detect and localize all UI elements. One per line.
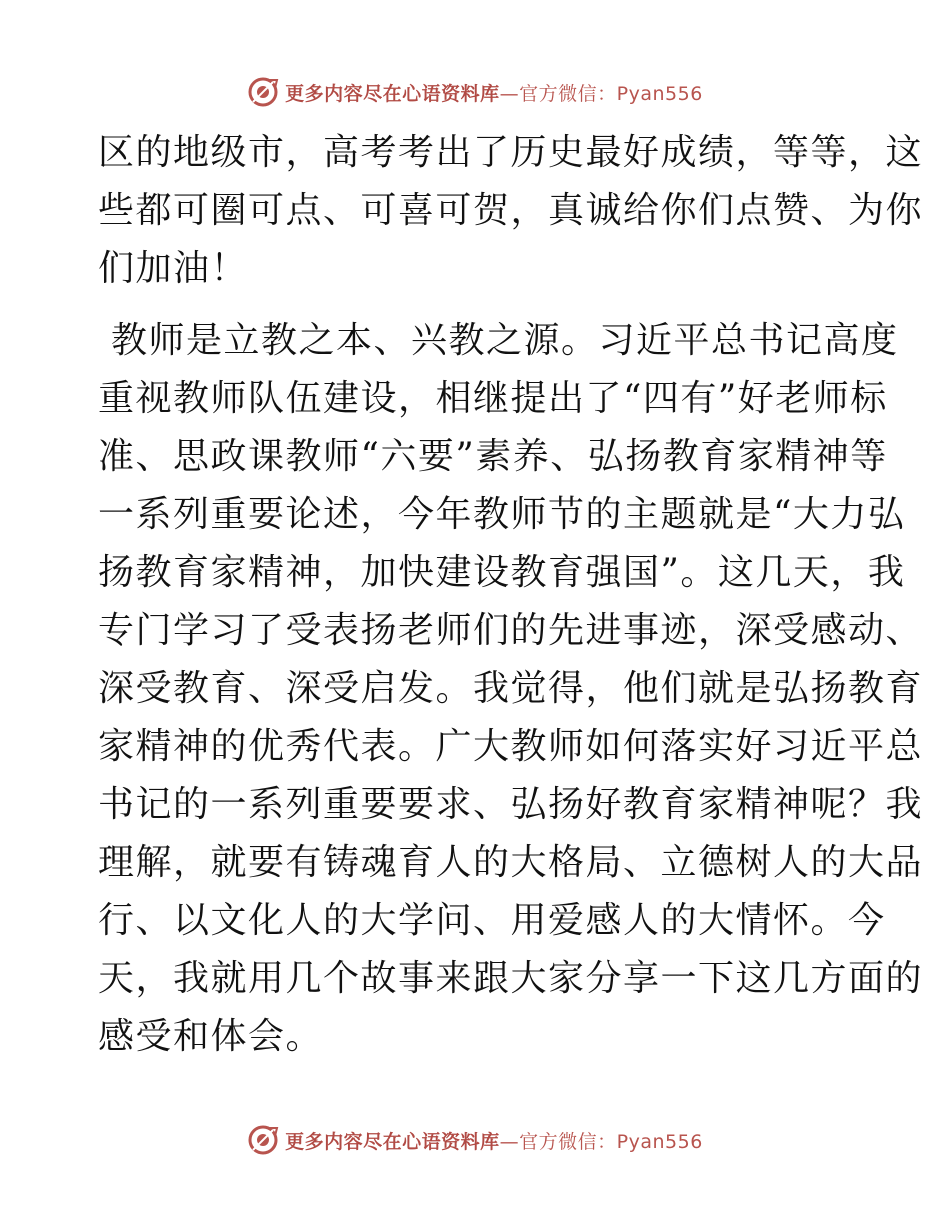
paragraph-1 (98, 124, 924, 298)
text-line: 书记的一系列重要要求、弘扬好教育家精神呢？我 (98, 784, 924, 825)
paragraph-2 (98, 312, 924, 1066)
text-line: 些都可圈可点、可喜可贺，真诚给你们点赞、为你 (98, 190, 924, 231)
text-line: 天，我就用几个故事来跟大家分享一下这几方面的 (98, 958, 924, 999)
footer-watermark (0, 1120, 950, 1160)
seal-logo-icon (247, 76, 279, 108)
text-line: 深受教育、深受启发。我觉得，他们就是弘扬教育 (98, 668, 924, 709)
header-watermark (0, 72, 950, 112)
text-line: 行、以文化人的大学问、用爱感人的大情怀。今 (98, 900, 886, 941)
text-line: 理解，就要有铸魂育人的大格局、立德树人的大品 (98, 842, 924, 883)
text-line: 专门学习了受表扬老师们的先进事迹，深受感动、 (98, 610, 924, 651)
header-watermark-text: 更多内容尽在心语资料库—官方微信：Pyan556 (285, 82, 703, 105)
text-line: 区的地级市，高考考出了历史最好成绩，等等，这 (98, 132, 924, 173)
text-line: 一系列重要论述，今年教师节的主题就是“大力弘 (98, 494, 906, 535)
seal-logo-icon (247, 1124, 279, 1156)
text-line: 扬教育家精神，加快建设教育强国”。这几天，我 (98, 552, 906, 593)
text-line: 感受和体会。 (98, 1016, 324, 1057)
text-line: 准、思政课教师“六要”素养、弘扬教育家精神等 (98, 436, 888, 477)
document-body (98, 124, 924, 1066)
text-line: 重视教师队伍建设，相继提出了“四有”好老师标 (98, 378, 888, 419)
footer-watermark-text: 更多内容尽在心语资料库—官方微信：Pyan556 (285, 1130, 703, 1153)
text-line: 家精神的优秀代表。广大教师如何落实好习近平总 (98, 726, 924, 767)
text-line: 教师是立教之本、兴教之源。习近平总书记高度 (98, 320, 899, 361)
text-line: 们加油！ (98, 248, 249, 289)
